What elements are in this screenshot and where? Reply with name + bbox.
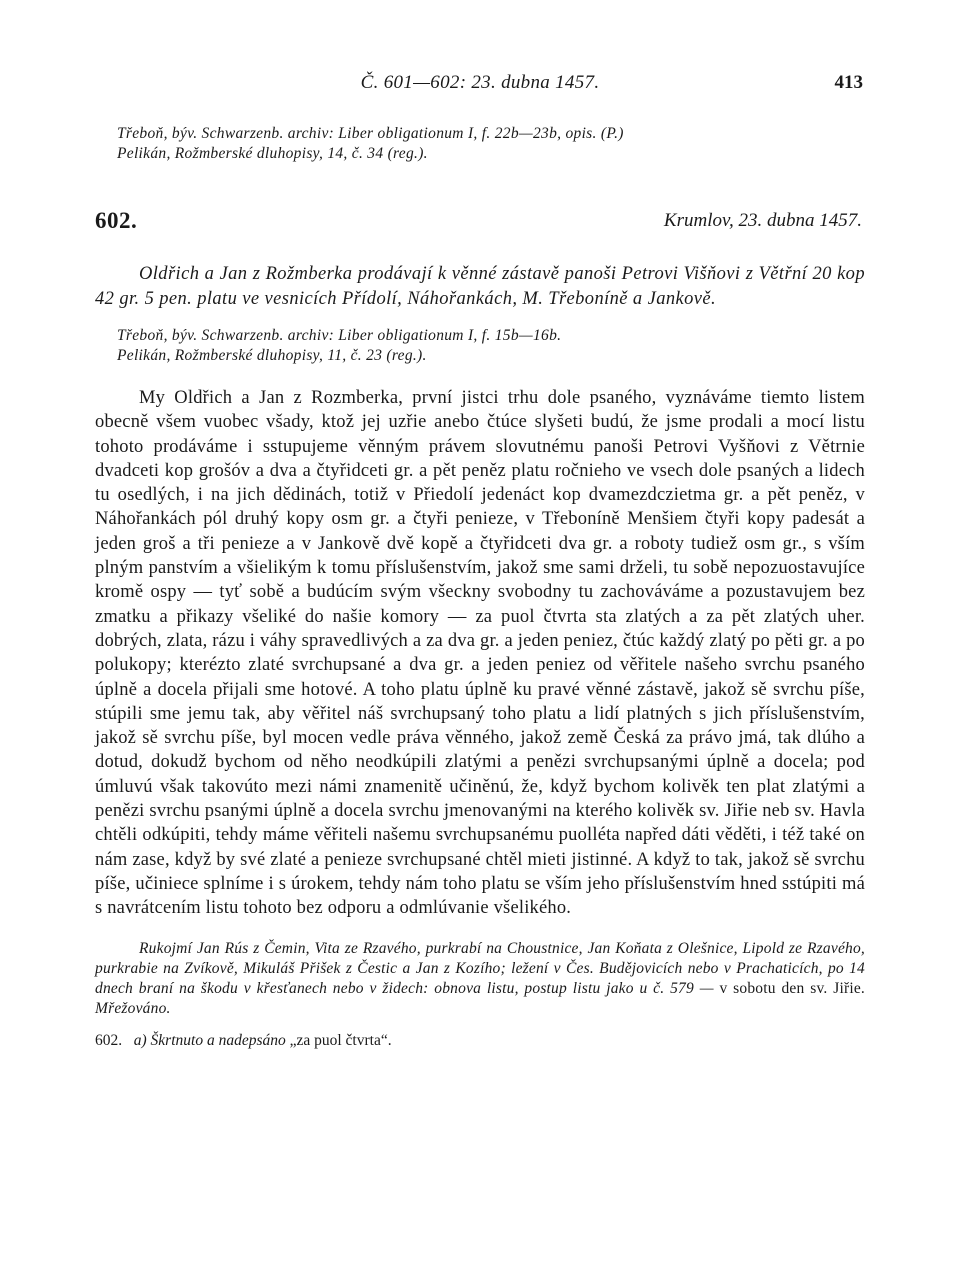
literature-source-line: Pelikán, Rožmberské dluhopisy, 14, č. 34 (reg.). xyxy=(117,145,428,162)
footnote-document-number: 602. xyxy=(95,1031,123,1049)
archive-source-line: Třeboň, býv. Schwarzenb. archiv: Liber obligationum I, f. 15b—16b. xyxy=(117,327,562,344)
literature-source-line: Pelikán, Rožmberské dluhopisy, 11, č. 23 (reg.). xyxy=(117,347,427,364)
document-regest: Oldřich a Jan z Rožmberka prodávají k věnné zástavě panoši Petrovi Višňovi z Větřní 20 kop 42 gr. 5 pen. platu ve vesnicích Přídolí, Náhořankách, M. Třeboníně a Jankově. xyxy=(95,264,865,309)
document-header xyxy=(95,208,865,248)
document-place-date: Krumlov, 23. dubna 1457. xyxy=(663,210,862,231)
guarantors-paragraph xyxy=(95,939,865,1019)
document-sources xyxy=(95,326,865,366)
footnote-text: Škrtnuto a nadepsáno xyxy=(150,1031,286,1049)
previous-document-sources xyxy=(95,124,865,164)
guarantors-text: Rukojmí Jan Rús z Čemin, Vita ze Rzavého, purkrabí na Choustnice, Jan Koňata z Olešnice, Lipold ze Rzavého, purkrabie na Zvíkově, Mikuláš Přišek z Čestic a Jan z Kozího; ležení v Čes. Budějovicích nebo v Prachaticích, po 14 dnech braní na škodu v křesťanech nebo v židech: obnova listu, postup listu jako u č. 579 — xyxy=(95,939,865,997)
running-title: Č. 601—602: 23. dubna 1457. xyxy=(360,72,600,93)
running-head xyxy=(95,72,865,102)
footnote xyxy=(95,1031,865,1051)
archive-source-line: Třeboň, býv. Schwarzenb. archiv: Liber obligationum I, f. 22b—23b, opis. (P.) xyxy=(117,125,624,142)
footnote-quote: „za puol čtvrta“. xyxy=(285,1031,392,1049)
document-number: 602. xyxy=(95,208,138,233)
footnote-letter: a) xyxy=(133,1031,147,1049)
page-number: 413 xyxy=(834,72,863,93)
book-page xyxy=(95,72,865,1051)
guarantors-date: v sobotu den sv. Jiřie. xyxy=(713,979,866,997)
guarantors-note: Mřežováno. xyxy=(95,999,171,1017)
document-body-text: My Oldřich a Jan z Rozmberka, první jistci trhu dole psaného, vyznáváme tiemto listem obecně všem vuobec všady, ktož jej uzřie anebo čtúce slyšeti budú, že jsme prodali a mocí listu tohoto prodáváme i sstupujeme věnným právem slovutnému panoši Petrovi Vyšňovi z Větrnie dvadceti kop grošóv a dva a čtyřidceti gr. a pět peněz platu ročnieho ve vsech dole psaných a lidech tu osedlých, i na jich dědinách, totiž v Přiedolí jedenáct kop dvamezdczietma gr. a pět peněz, v Náhořankách pól druhý kopy osm gr. a čtyři penieze, v Třeboníně Menšiem čtyři kopy padesát a jeden groš a tři penieze a v Jankově dvě kopě a čtyřidceti dva gr. a roboty tudiež osm gr., s vším plným panstvím a všielikým k tomu příslušenstvím, jakož sme sami drželi, tu sobě nepozuostavujíce kromě ospy — tyť sobě a budúcím svým všeckny svobodny tu zachováváme a pozustavujem bez zmatku a přikazy všeliké do našie komory — za puol čtvrta sta zlatých a za pět zlatých uher. dobrých, zlata, rázu i váhy spravedlivých a za dva gr. a jeden peniez, čtúc každý zlatý po pěti gr. a po polukopy; kterézto zlaté svrchupsané a dva gr. a jeden peniez od věřitele našeho svrchu psaného úplně a docela přijali sme hotové. A toho platu úplně ku pravé věnné zástavě, jakož sě svrchu píše, stúpili sme jemu tak, aby věřitel náš svrchupsaný toho platu a lidí platných s jich příslušenstvím, jakož sě svrchu píše, byl mocen vedle práva věnného, jakož země Česká za právo jmá, tak dlúho a dotud, dokudž bychom od něho neodkúpili zlatými a penězi svrchupsanými úplně a docela; pod úmluvú však takovúto mezi námi znamenitě učiněnú, že, když bychom kolivěk ten plat zlatými a penězi svrchu psanými úplně a docela svrchu jmenovanými na kterého kolivěk sv. Jiřie neb sv. Havla chtěli odkúpiti, tehdy máme věřiteli našemu svrchupsanému puolléta napřed dáti věděti, i též také on nám zase, když by své zlaté a penieze svrchupsané chtěl mieti jistinné. A když to tak, jakož sě svrchu píše, učiniece splníme i s úrokem, tehdy nám toho platu se vším jeho příslušenstvím hned sstúpiti má s navrátcením listu tohoto bez odporu a odmlúvanie všelikého. xyxy=(95,388,865,919)
